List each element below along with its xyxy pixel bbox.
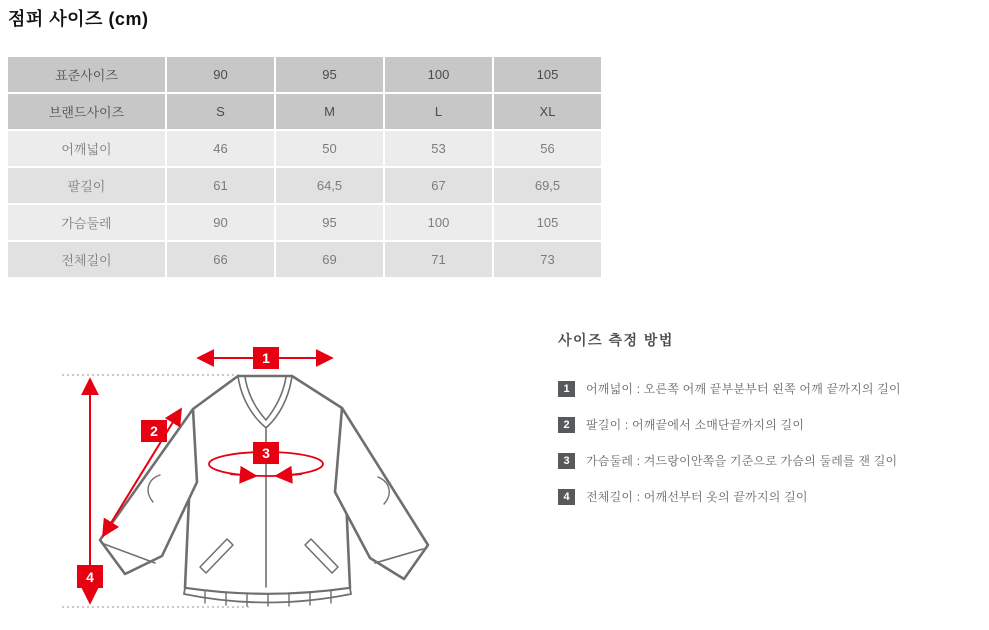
table-cell: 95: [276, 205, 383, 240]
table-cell: 56: [494, 131, 601, 166]
table-cell: 50: [276, 131, 383, 166]
guide-item-text: 가슴둘레 : 겨드랑이안쪽을 기준으로 가슴의 둘레를 잰 길이: [586, 454, 898, 468]
measuring-guide: [558, 330, 982, 524]
table-cell: 53: [385, 131, 492, 166]
marker-label-1: 1: [262, 350, 270, 366]
table-cell: 95: [276, 57, 383, 92]
guide-badge-4: 4: [558, 489, 575, 505]
guide-item-text: 팔길이 : 어깨끝에서 소매단끝까지의 길이: [586, 418, 805, 432]
table-row-label: 브랜드사이즈: [8, 94, 165, 129]
table-cell: M: [276, 94, 383, 129]
table-cell: 61: [167, 168, 274, 203]
jacket-measure-diagram: [0, 330, 560, 630]
guide-badge-2: 2: [558, 417, 575, 433]
table-cell: S: [167, 94, 274, 129]
marker-label-2: 2: [150, 423, 158, 439]
table-cell: 67: [385, 168, 492, 203]
guide-heading: 사이즈 측정 방법: [558, 332, 674, 348]
marker-label-3: 3: [262, 445, 270, 461]
table-row-label: 전체길이: [8, 242, 165, 277]
table-cell: 46: [167, 131, 274, 166]
table-cell: 73: [494, 242, 601, 277]
table-row-label: 표준사이즈: [8, 57, 165, 92]
guide-item-shoulder: [558, 380, 982, 398]
table-row-label: 팔길이: [8, 168, 165, 203]
guide-badge-1: 1: [558, 381, 575, 397]
table-cell: 105: [494, 205, 601, 240]
guide-item-sleeve: [558, 416, 982, 434]
table-cell: 90: [167, 57, 274, 92]
table-cell: 64,5: [276, 168, 383, 203]
table-cell: 90: [167, 205, 274, 240]
page-title: 점퍼 사이즈 (cm): [8, 9, 149, 29]
table-cell: 100: [385, 57, 492, 92]
table-cell: 100: [385, 205, 492, 240]
table-cell: 69: [276, 242, 383, 277]
table-cell: 105: [494, 57, 601, 92]
table-cell: XL: [494, 94, 601, 129]
guide-item-chest: [558, 452, 982, 470]
table-row-label: 가슴둘레: [8, 205, 165, 240]
guide-item-length: [558, 488, 982, 506]
guide-item-text: 어깨넓이 : 오른쪽 어깨 끝부분부터 왼쪽 어깨 끝까지의 길이: [586, 382, 901, 396]
marker-label-4: 4: [86, 569, 94, 585]
table-cell: 71: [385, 242, 492, 277]
size-table: [8, 57, 601, 277]
table-cell: 69,5: [494, 168, 601, 203]
guide-badge-3: 3: [558, 453, 575, 469]
table-cell: L: [385, 94, 492, 129]
guide-item-text: 전체길이 : 어깨선부터 옷의 끝까지의 길이: [586, 490, 808, 504]
table-cell: 66: [167, 242, 274, 277]
table-row-label: 어깨넓이: [8, 131, 165, 166]
